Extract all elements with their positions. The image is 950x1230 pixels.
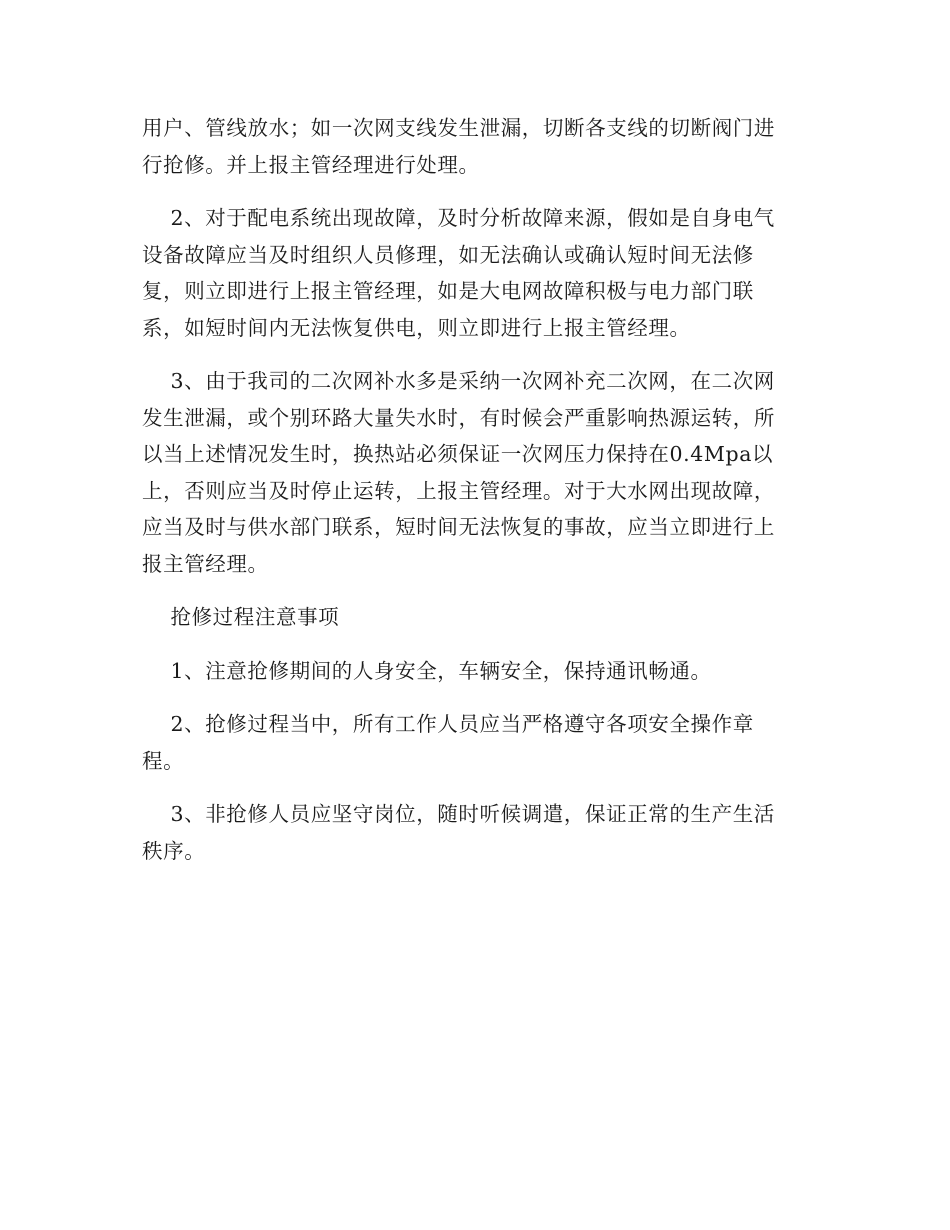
document-body <box>142 110 810 869</box>
text-line: 2、抢修过程当中，所有工作人员应当严格遵守各项安全操作章 <box>142 712 754 736</box>
text-line: 以当上述情况发生时，换热站必须保证一次网压力保持在0.4Mpa以 <box>142 442 774 466</box>
paragraph-note-1 <box>142 653 810 690</box>
text-line: 3、非抢修人员应坚守岗位，随时听候调遣，保证正常的生产生活 <box>142 802 775 826</box>
text-line: 用户、管线放水；如一次网支线发生泄漏，切断各支线的切断阀门进 <box>142 116 775 140</box>
paragraph-note-2 <box>142 706 810 779</box>
text-line: 3、由于我司的二次网补水多是采纳一次网补充二次网，在二次网 <box>142 369 775 393</box>
text-line: 报主管经理。 <box>142 551 269 576</box>
text-line: 复，则立即进行上报主管经理，如是大电网故障积极与电力部门联 <box>142 279 754 303</box>
text-line: 秩序。 <box>142 838 206 863</box>
paragraph-item-3-water-supply <box>142 363 810 582</box>
text-line: 发生泄漏，或个别环路大量失水时，有时候会严重影响热源运转，所 <box>142 405 775 430</box>
section-heading-repair-notes <box>142 599 810 636</box>
text-line: 抢修过程注意事项 <box>142 605 340 629</box>
text-line: 系，如短时间内无法恢复供电，则立即进行上报主管经理。 <box>142 315 691 340</box>
paragraph-item-2-power-fault <box>142 200 810 346</box>
paragraph-continuation <box>142 110 810 183</box>
text-line: 2、对于配电系统出现故障，及时分析故障来源，假如是自身电气 <box>142 206 775 230</box>
text-line: 行抢修。并上报主管经理进行处理。 <box>142 152 480 177</box>
text-line: 应当及时与供水部门联系，短时间无法恢复的事故，应当立即进行上 <box>142 515 775 539</box>
text-line: 程。 <box>142 748 185 773</box>
text-line: 设备故障应当及时组织人员修理，如无法确认或确认短时间无法修 <box>142 242 754 267</box>
text-line: 1、注意抢修期间的人身安全，车辆安全，保持通讯畅通。 <box>142 658 712 683</box>
text-line: 上，否则应当及时停止运转，上报主管经理。对于大水网出现故障， <box>142 478 775 503</box>
paragraph-note-3 <box>142 796 810 869</box>
